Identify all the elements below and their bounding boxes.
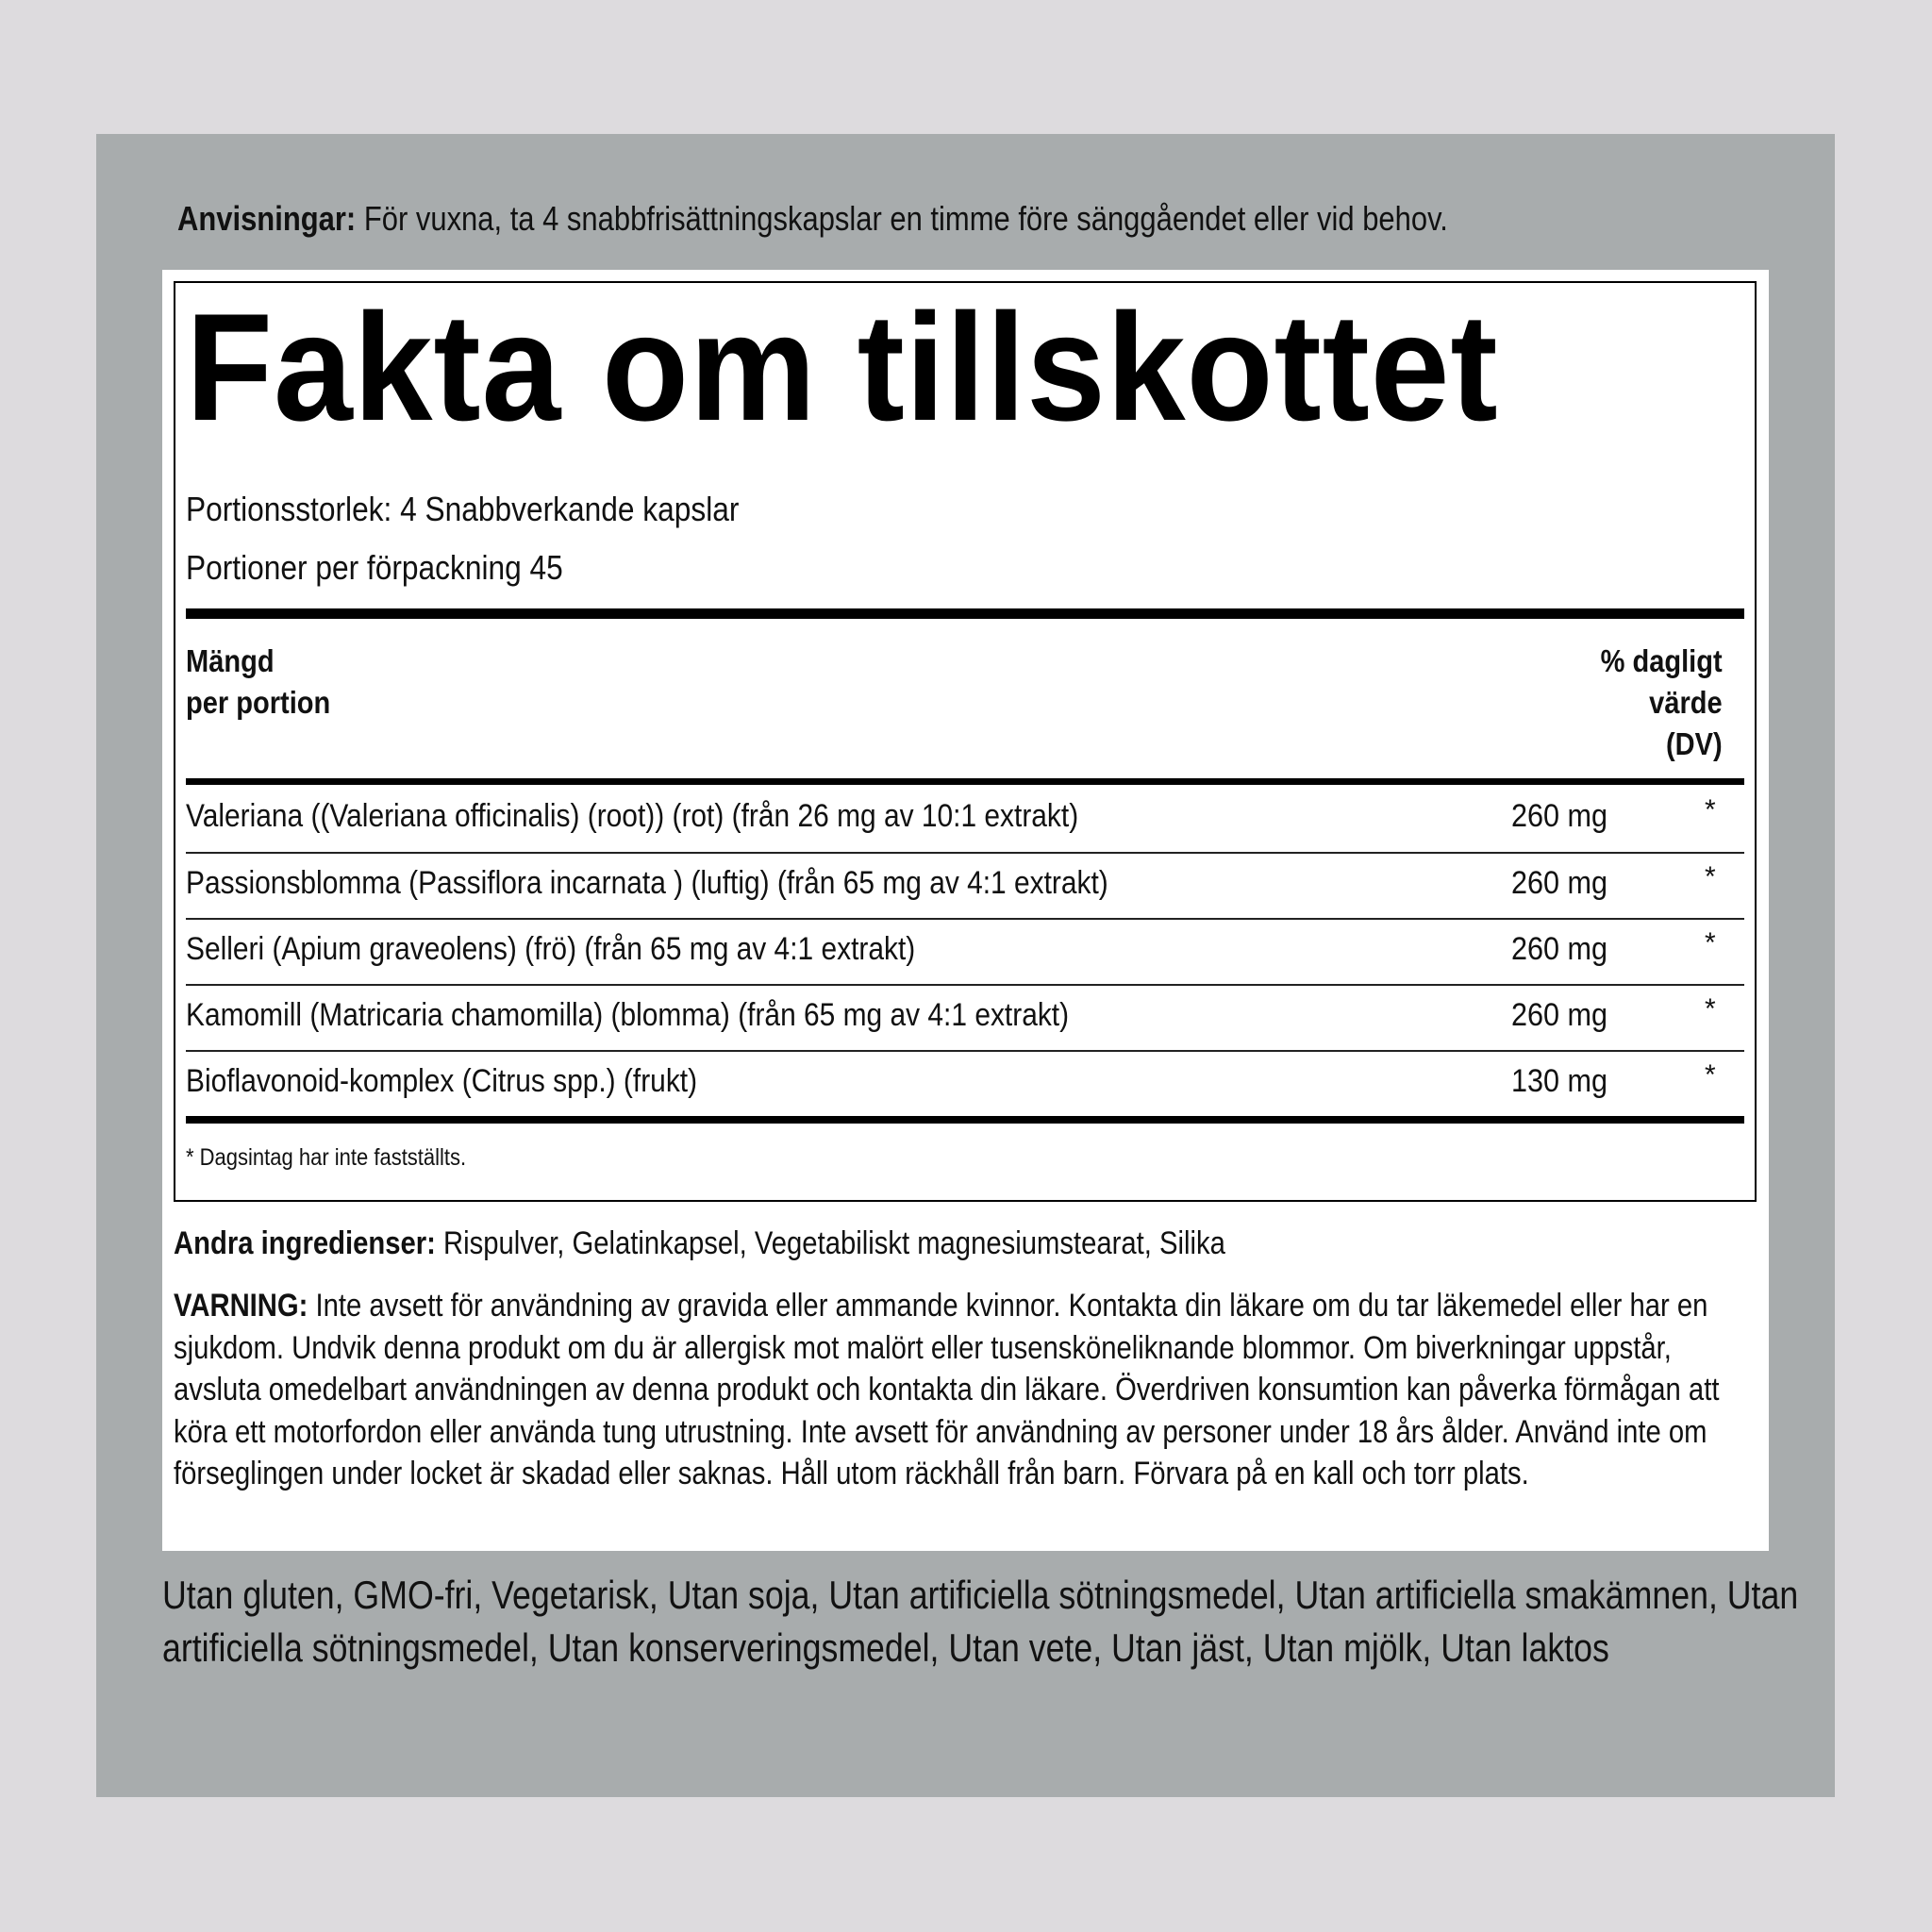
ingredient-dv: * bbox=[1705, 794, 1716, 825]
table-row bbox=[186, 852, 1744, 914]
amount-header-line1: Mängd bbox=[186, 643, 275, 678]
amount-header bbox=[186, 641, 330, 724]
thick-divider-header bbox=[186, 778, 1744, 785]
ingredient-dv: * bbox=[1705, 1059, 1716, 1091]
dv-header-line3: (DV) bbox=[1666, 726, 1723, 761]
servings-per-container: Portioner per förpackning 45 bbox=[186, 548, 563, 587]
other-ingredients-text: Rispulver, Gelatinkapsel, Vegetabiliskt magnesiumstearat, Silika bbox=[435, 1225, 1225, 1261]
serving-size: Portionsstorlek: 4 Snabbverkande kapslar bbox=[186, 490, 740, 528]
ingredient-name: Bioflavonoid-komplex (Citrus spp.) (frukt) bbox=[186, 1063, 698, 1099]
table-row bbox=[186, 1050, 1744, 1112]
free-from-claims: Utan gluten, GMO-fri, Vegetarisk, Utan soja, Utan artificiella sötningsmedel, Utan artificiella smakämnen, Utan artificiella sötningsmedel, Utan konserveringsmedel, Utan vete, Utan jäst, Utan mjölk, Utan laktos bbox=[162, 1573, 1799, 1670]
amount-header-line2: per portion bbox=[186, 685, 331, 720]
dv-header-line2: värde bbox=[1649, 685, 1723, 720]
warning-label: VARNING: bbox=[174, 1288, 308, 1324]
other-ingredients bbox=[174, 1223, 1225, 1264]
ingredient-name: Kamomill (Matricaria chamomilla) (blomma) (från 65 mg av 4:1 extrakt) bbox=[186, 997, 1070, 1033]
table-row bbox=[186, 785, 1744, 847]
ingredient-dv: * bbox=[1705, 993, 1716, 1024]
ingredient-name: Selleri (Apium graveolens) (frö) (från 65 mg av 4:1 extrakt) bbox=[186, 931, 916, 967]
thick-divider-bottom bbox=[186, 1116, 1744, 1124]
ingredient-amount: 260 mg bbox=[1511, 997, 1608, 1033]
footnote: * Dagsintag har inte fastställts. bbox=[186, 1144, 467, 1171]
table-row bbox=[186, 984, 1744, 1046]
warning bbox=[174, 1285, 1747, 1495]
dv-header-line1: % dagligt bbox=[1600, 643, 1723, 678]
thick-divider-top bbox=[186, 608, 1744, 619]
table-row bbox=[186, 918, 1744, 980]
facts-title: Fakta om tillskottet bbox=[186, 282, 1499, 453]
ingredient-name: Passionsblomma (Passiflora incarnata ) (luftig) (från 65 mg av 4:1 extrakt) bbox=[186, 865, 1108, 901]
directions-text: För vuxna, ta 4 snabbfrisättningskapslar en timme före sänggåendet eller vid behov. bbox=[356, 199, 1448, 238]
ingredient-dv: * bbox=[1705, 861, 1716, 892]
ingredient-amount: 260 mg bbox=[1511, 931, 1608, 967]
ingredient-amount: 260 mg bbox=[1511, 798, 1608, 834]
other-ingredients-label: Andra ingredienser: bbox=[174, 1225, 436, 1261]
ingredient-amount: 260 mg bbox=[1511, 865, 1608, 901]
directions-label: Anvisningar: bbox=[177, 199, 357, 238]
warning-text: Inte avsett för användning av gravida eller ammande kvinnor. Kontakta din läkare om du tar läkemedel eller har en sjukdom. Undvik denna produkt om du är allergisk mot malört eller tusensköneliknande blommor. Om biverkningar uppstår, avsluta omedelbart användningen av denna produkt och kontakta din läkare. Överdriven konsumtion kan påverka förmågan att köra ett motorfordon eller använda tung utrustning. Inte avsett för användning av personer under 18 års ålder. Använd inte om förseglingen under locket är skadad eller saknas. Håll utom räckhåll från barn. Förvara på en kall och torr plats. bbox=[174, 1288, 1720, 1491]
directions bbox=[177, 198, 1448, 240]
ingredient-dv: * bbox=[1705, 927, 1716, 958]
ingredient-name: Valeriana ((Valeriana officinalis) (root)) (rot) (från 26 mg av 10:1 extrakt) bbox=[186, 798, 1079, 834]
ingredient-amount: 130 mg bbox=[1511, 1063, 1608, 1099]
daily-value-header bbox=[1601, 641, 1723, 765]
